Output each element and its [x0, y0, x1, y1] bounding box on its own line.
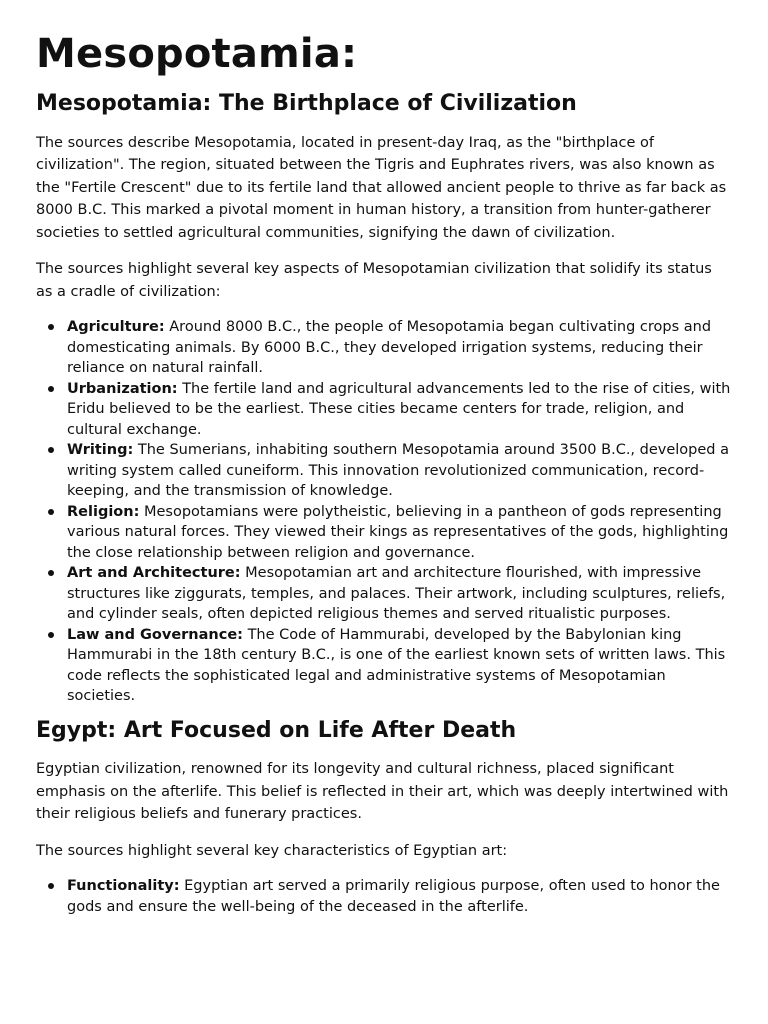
list-item-text: The fertile land and agricultural advancements led to the rise of cities, with Eridu believed to be the earliest. These cities became centers for trade, religion, and cultural exchange. [67, 380, 731, 438]
paragraph: The sources highlight several key characteristics of Egyptian art: [36, 842, 508, 859]
bullet-icon [48, 386, 54, 392]
list-item-text: Around 8000 B.C., the people of Mesopotamia began cultivating crops and domesticating animals. By 6000 B.C., they developed irrigation systems, reducing their reliance on natural rainfall. [67, 319, 712, 376]
list-item-term: Functionality: [67, 878, 180, 894]
list-item-term: Agriculture: [67, 319, 165, 335]
list-item-term: Urbanization: [67, 380, 178, 397]
paragraph: The sources highlight several key aspects of Mesopotamian civilization that solidify its status as a cradle of civilization: [36, 261, 712, 300]
bullet-list-egypt [36, 876, 732, 917]
list-item [67, 502, 732, 564]
list-item [67, 440, 732, 502]
list-item-term: Law and Governance: [67, 626, 243, 643]
list-item-text: Mesopotamian art and architecture flourished, with impressive structures like ziggurats, temples, and palaces. Their artwork, including sculptures, reliefs, and cylinder seals, often depicted religious themes and served ritualistic purposes. [67, 565, 726, 622]
list-item [67, 379, 732, 441]
bullet-icon [48, 632, 54, 638]
list-item-term: Religion: [67, 503, 140, 520]
list-item-text: Mesopotamians were polytheistic, believing in a pantheon of gods representing various natural forces. They viewed their kings as representatives of the gods, highlighting the close relationship between religion and governance. [67, 503, 729, 561]
list-item [67, 317, 732, 379]
list-item-term: Art and Architecture: [67, 565, 241, 581]
bullet-icon [48, 447, 54, 453]
bullet-list-mesopotamia [36, 317, 732, 707]
list-item [67, 563, 732, 625]
section-heading-egypt: Egypt: Art Focused on Life After Death [36, 717, 517, 743]
bullet-icon [48, 509, 54, 515]
list-item-text: Egyptian art served a primarily religious purpose, often used to honor the gods and ensure the well-being of the deceased in the afterlife. [67, 878, 720, 915]
bullet-icon [48, 570, 54, 576]
document-title: Mesopotamia: [36, 31, 358, 77]
list-item [67, 876, 732, 917]
list-item-text: The Sumerians, inhabiting southern Mesopotamia around 3500 B.C., developed a writing system called cuneiform. This innovation revolutionized communication, record-keeping, and the transmission of knowledge. [67, 442, 730, 499]
paragraph: The sources describe Mesopotamia, located in present-day Iraq, as the "birthplace of civilization". The region, situated between the Tigris and Euphrates rivers, was also known as the "Fertile Crescent" due to its fertile land that allowed ancient people to thrive as far back as 8000 B.C. This marked a pivotal moment in human history, a transition from hunter-gatherer societies to settled agricultural communities, signifying the dawn of civilization. [36, 134, 727, 241]
list-item-term: Writing: [67, 442, 134, 458]
bullet-icon [48, 324, 54, 330]
list-item [67, 625, 732, 707]
bullet-icon [48, 883, 54, 889]
paragraph: Egyptian civilization, renowned for its longevity and cultural richness, placed significant emphasis on the afterlife. This belief is reflected in their art, which was deeply intertwined with their religious beliefs and funerary practices. [36, 761, 729, 822]
list-item-text: The Code of Hammurabi, developed by the Babylonian king Hammurabi in the 18th century B.C., is one of the earliest known sets of written laws. This code reflects the sophisticated legal and administrative systems of Mesopotamian societies. [67, 626, 726, 704]
section-heading-mesopotamia: Mesopotamia: The Birthplace of Civilization [36, 91, 577, 116]
